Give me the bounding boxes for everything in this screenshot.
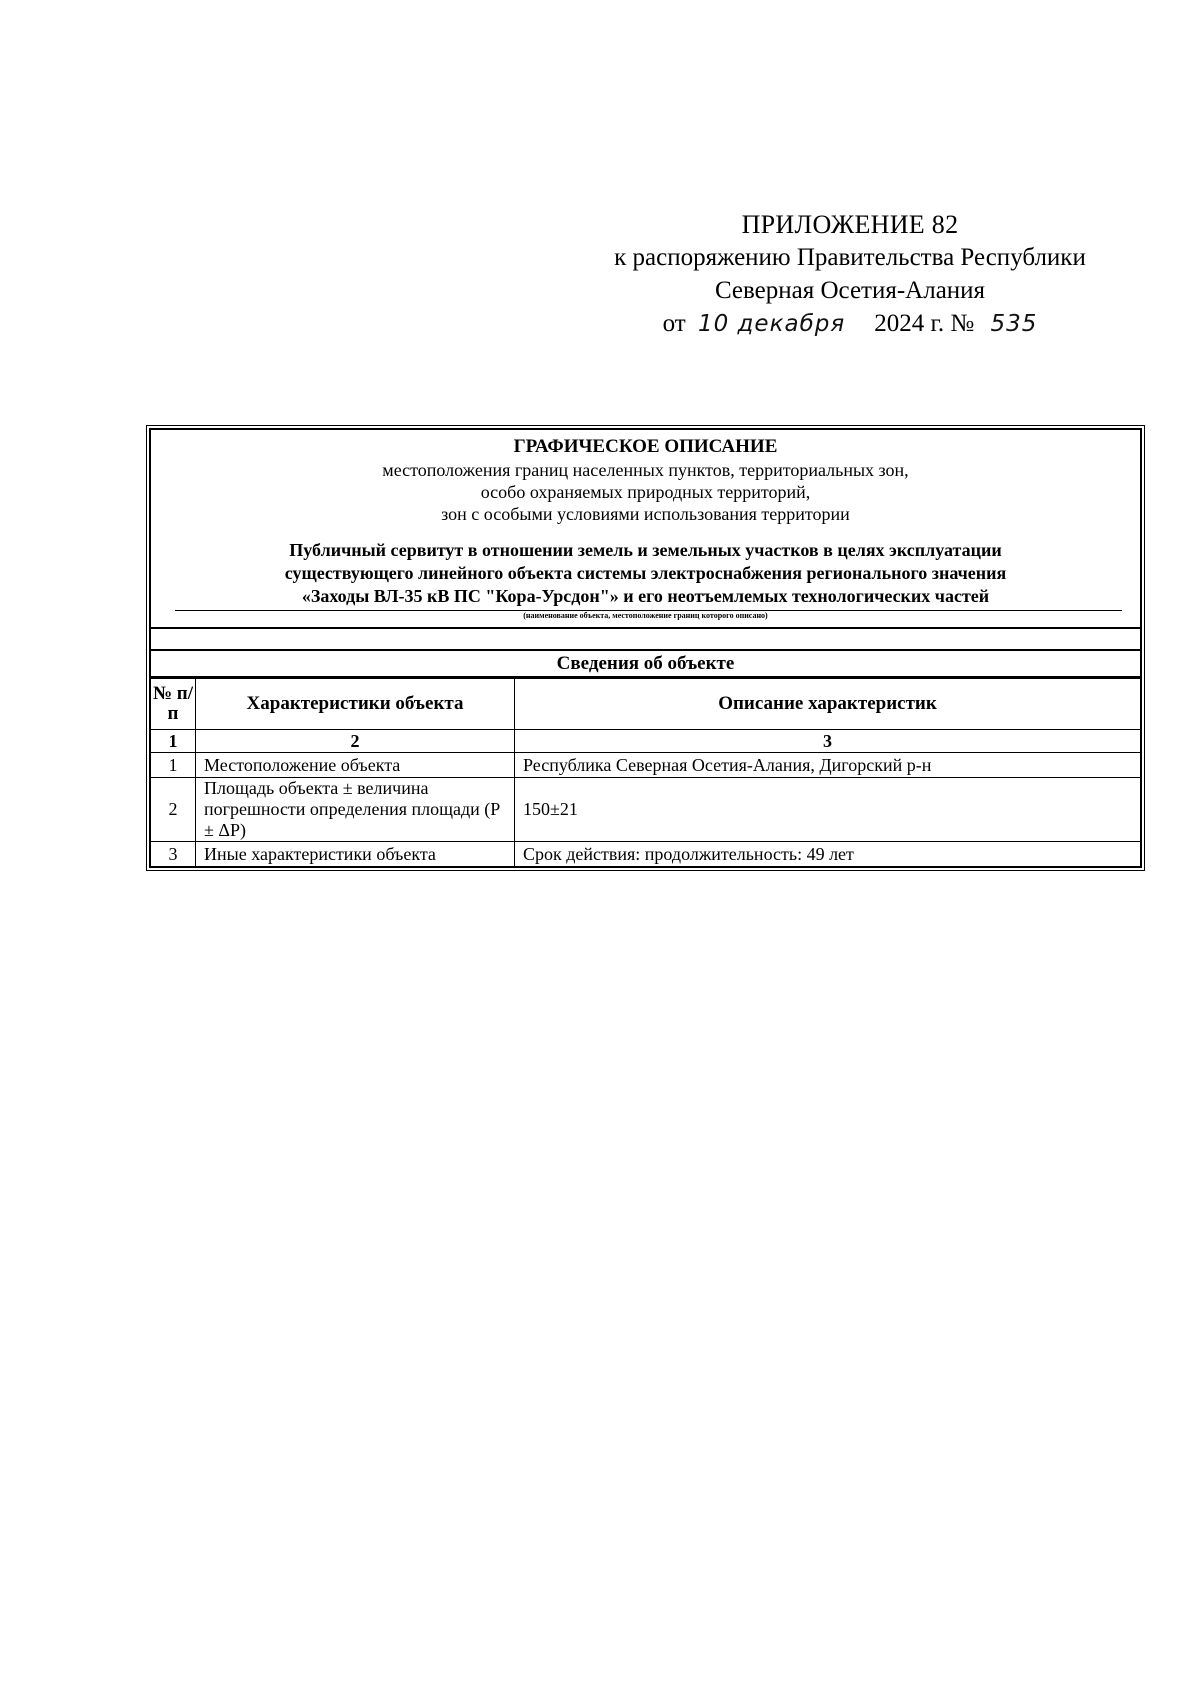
row-number: 2 [151,778,196,842]
form-subtitle-line-2: особо охраняемых природных территорий, [480,482,811,502]
handwritten-date: 10 декабря [697,311,846,337]
column-number: 3 [515,730,1141,753]
appendix-header [570,208,1130,341]
date-prefix: от [662,310,686,337]
object-name-line-2: существующего линейного объекта системы электроснабжения регионального значения [284,563,1007,583]
form-subtitle-line-1: местоположения границ населенных пунктов, территориальных зон, [382,460,909,480]
row-number: 1 [151,753,196,778]
row-characteristic: Местоположение объекта [196,753,515,778]
row-number: 3 [151,842,196,867]
object-name-line-1: Публичный сервитут в отношении земель и земельных участков в целях эксплуатации [289,540,1002,560]
table-header-row [151,679,1140,730]
form-spacer [151,629,1140,651]
column-number: 2 [196,730,515,753]
object-info-table [151,678,1140,866]
appendix-line-1: к распоряжению Правительства Республики [614,244,1086,271]
object-name-caption: (наименование объекта, местоположение границ которого описано) [523,611,768,620]
column-number: 1 [151,730,196,753]
section-title: Сведения об объекте [151,651,1140,678]
appendix-line-2: Северная Осетия-Алания [714,277,986,304]
row-description: 150±21 [515,778,1141,842]
handwritten-number: 535 [990,311,1038,337]
form-header [151,430,1140,629]
graphic-description-form [149,428,1142,868]
object-name [169,539,1122,608]
form-title: ГРАФИЧЕСКОЕ ОПИСАНИЕ [513,436,778,457]
column-header-number: № п/п [151,679,196,730]
column-header-characteristic: Характеристики объекта [196,679,515,730]
form-subtitle-line-3: зон с особыми условиями использования территории [441,504,850,524]
column-number-row [151,730,1140,753]
table-row [151,842,1140,867]
appendix-dateline [570,307,1130,341]
table-row [151,753,1140,778]
row-description: Республика Северная Осетия-Алания, Дигорский р-н [515,753,1141,778]
row-characteristic: Иные характеристики объекта [196,842,515,867]
row-characteristic: Площадь объекта ± величина погрешности определения площади (Р ± ΔР) [196,778,515,842]
object-name-line-3: «Заходы ВЛ-35 кВ ПС "Кора-Урсдон"» и его неотъемлемых технологических частей [301,586,990,606]
row-description: Срок действия: продолжительность: 49 лет [515,842,1141,867]
year-and-number-label: 2024 г. № [874,310,975,337]
appendix-title: ПРИЛОЖЕНИЕ 82 [741,210,959,239]
column-header-description: Описание характеристик [515,679,1141,730]
table-row [151,778,1140,842]
